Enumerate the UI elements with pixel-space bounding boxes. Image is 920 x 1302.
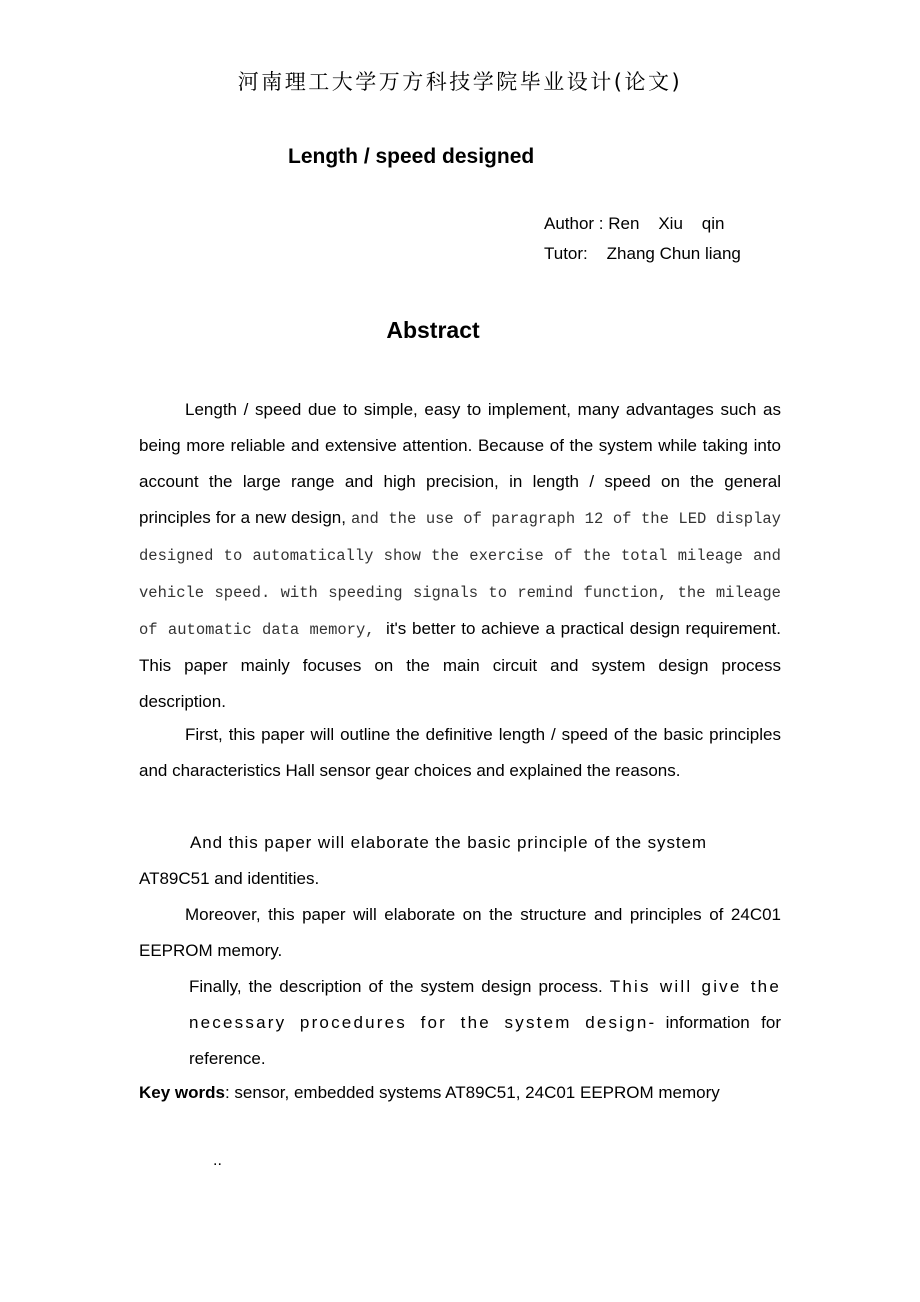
paragraph-3-text-a: And this paper will elaborate the basic principle of the system (190, 833, 707, 852)
abstract-paragraph-2: First, this paper will outline the definitive length / speed of the basic principles and characteristics Hall sensor gear choices and explained the reasons. (139, 725, 781, 780)
paragraph-5-text-b: This will give the necessary procedures for the system design (189, 977, 781, 1032)
paragraph-1-text-b: and the use of paragraph 12 of the LED display designed to automatically show the exercise of the total mileage and vehicle speed. with speeding signals to remind function, the mileage of automatic data memory, (139, 510, 781, 639)
page-header: 河南理工大学万方科技学院毕业设计(论文) (237, 70, 683, 94)
abstract-paragraph-1 (139, 392, 786, 720)
abstract-heading: Abstract (386, 317, 480, 343)
footer-mark: .. (213, 1152, 222, 1169)
abstract-paragraph-5 (189, 969, 781, 1077)
tutor-line: Tutor: Zhang Chun liang (544, 244, 741, 263)
paragraph-5-text-c: - information for reference. (189, 1013, 782, 1068)
abstract-paragraph-3 (139, 825, 781, 897)
paragraph-1-text-a: Length / speed due to simple, easy to implement, many advantages such as being more reliable and extensive attention. Because of the system while taking into account the large range and high precision, in length / speed on the general principles for a new design, (139, 400, 781, 527)
keywords-line (139, 1083, 720, 1103)
author-line: Author : Ren Xiu qin (544, 214, 725, 233)
paragraph-5-text-a: Finally, the description of the system design process. (189, 977, 610, 996)
abstract-paragraph-4: Moreover, this paper will elaborate on the structure and principles of 24C01 EEPROM memory. (139, 905, 781, 960)
paragraph-3-text-b: AT89C51 and identities. (139, 869, 320, 888)
document-title: Length / speed designed (288, 145, 535, 168)
paragraph-1-text-c: it's better to achieve a practical design requirement. This paper mainly focuses on the main circuit and system design process description. (139, 619, 786, 711)
keywords-text: : sensor, embedded systems AT89C51, 24C01 EEPROM memory (224, 1083, 720, 1102)
keywords-label: Key words (139, 1083, 225, 1102)
